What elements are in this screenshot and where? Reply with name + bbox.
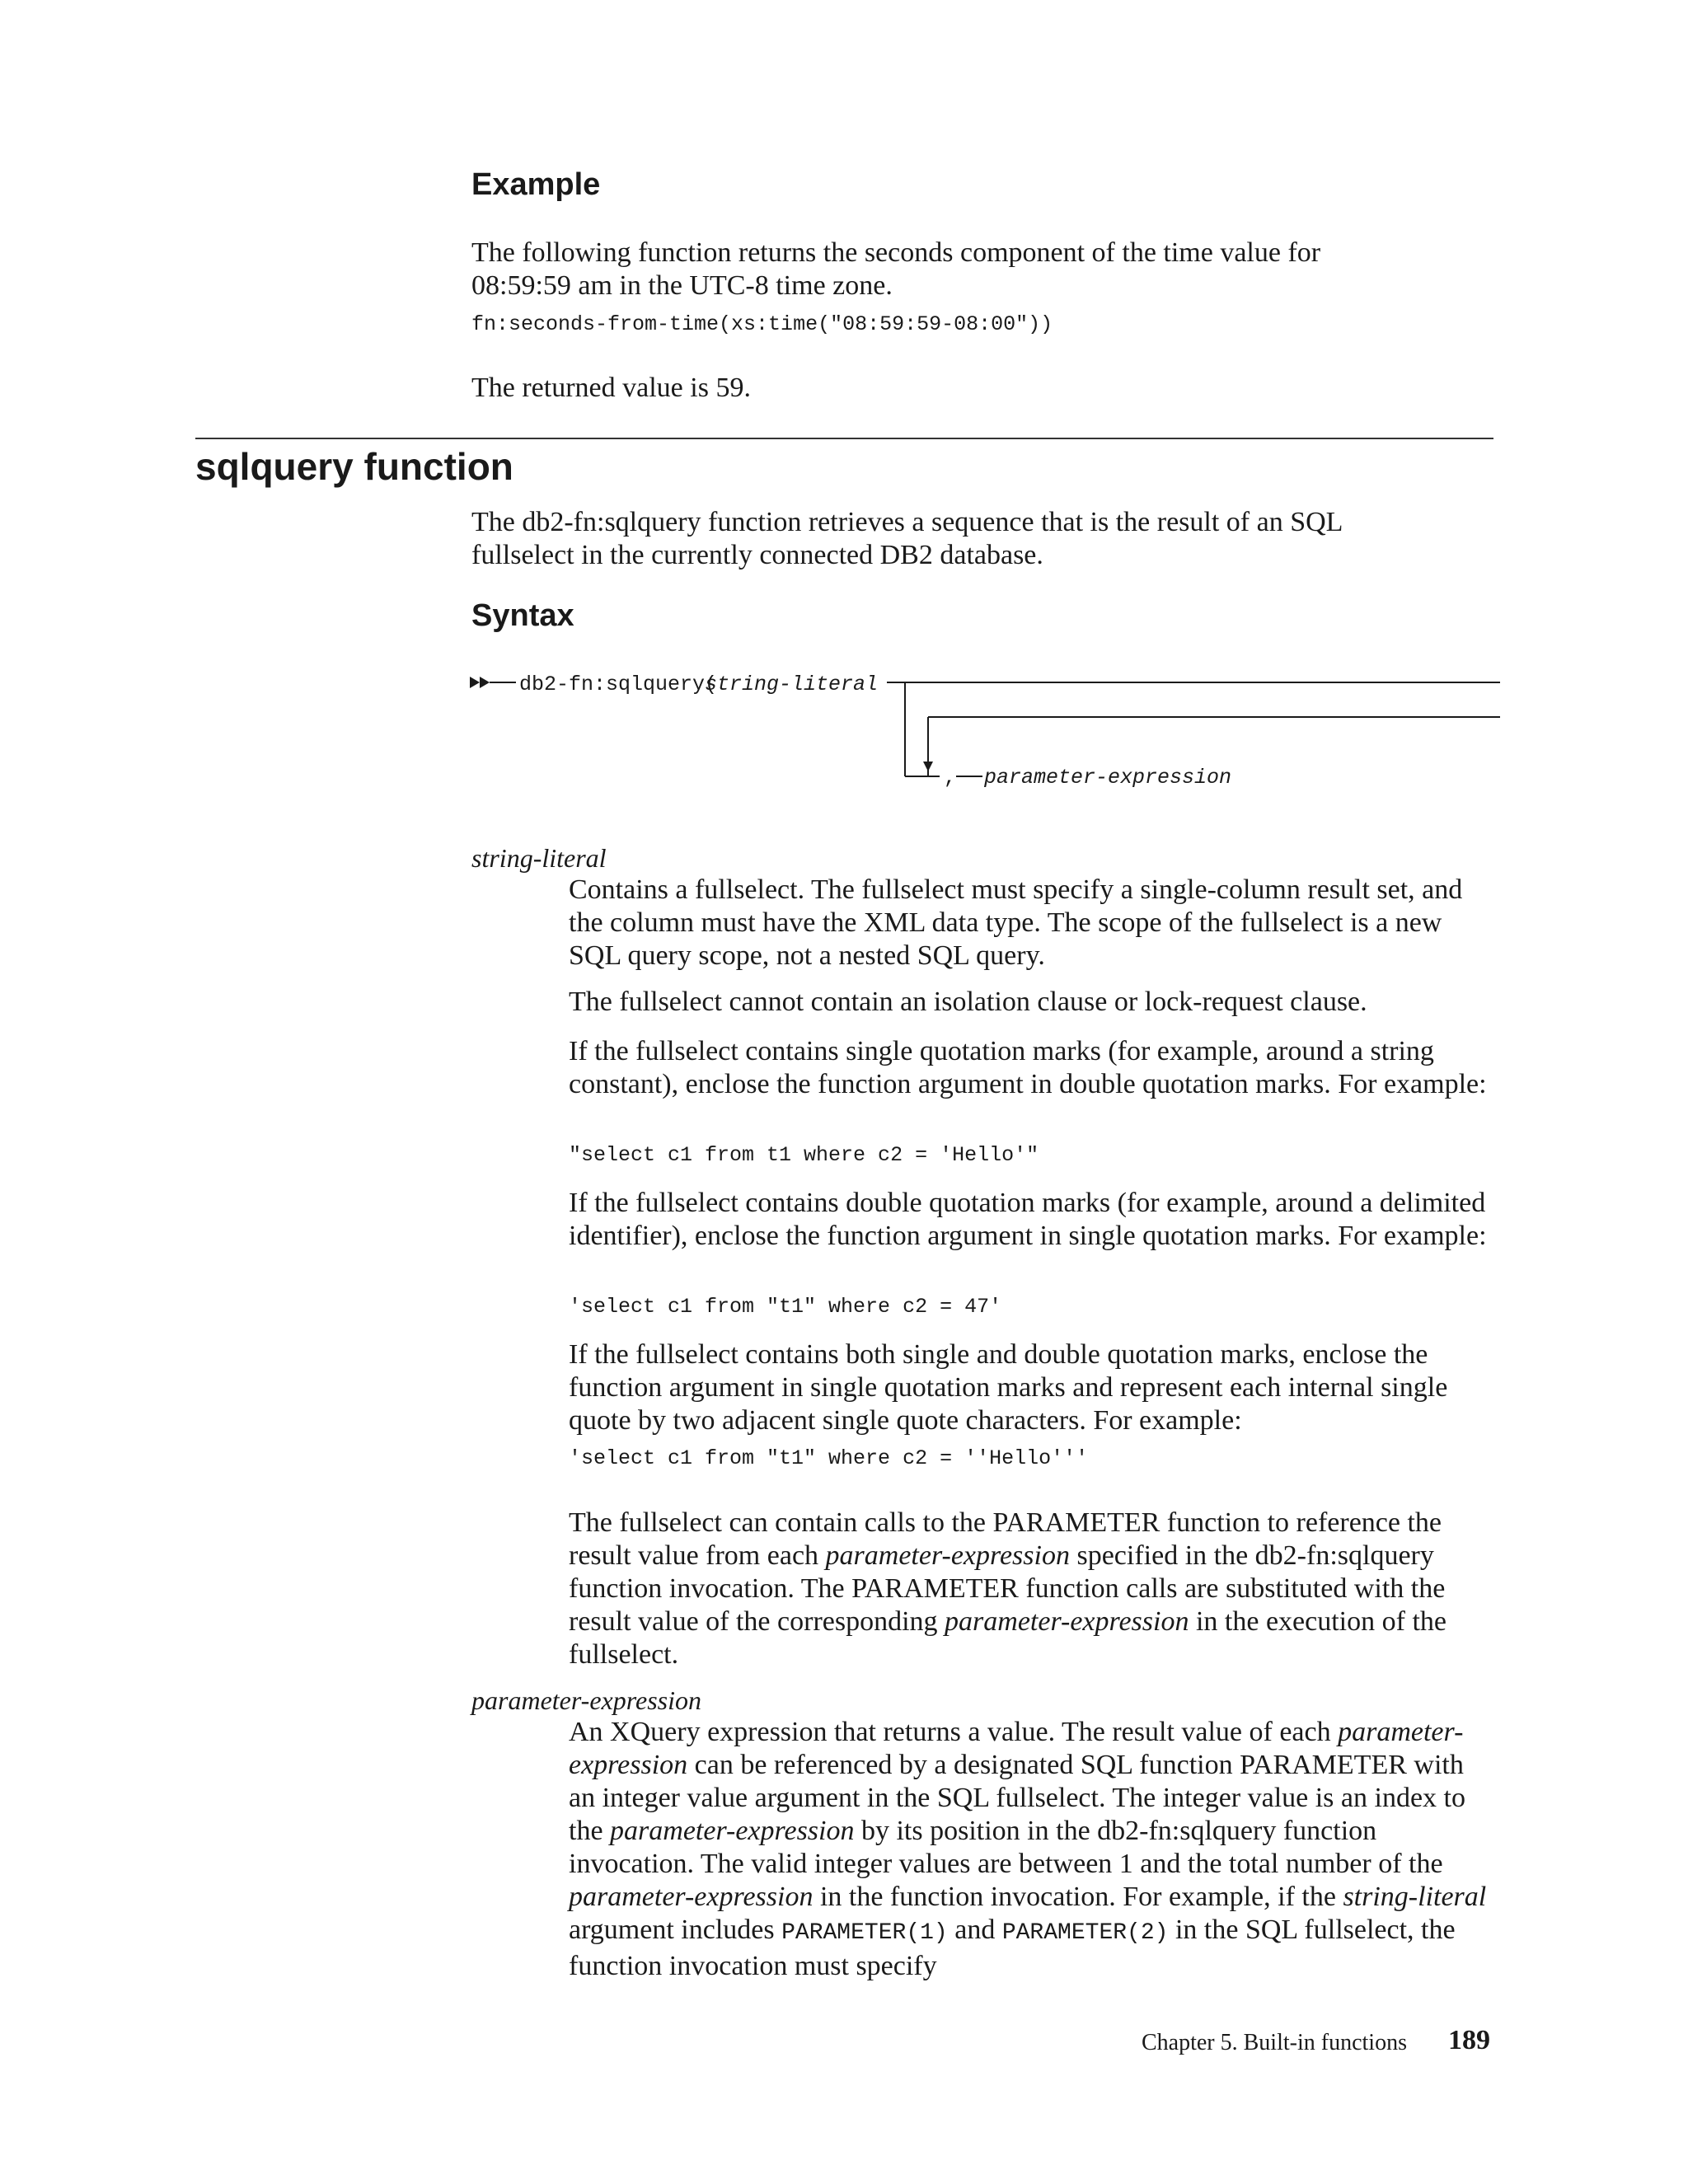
page-number: 189 xyxy=(1448,2025,1490,2055)
diagram-start-arrow xyxy=(470,677,480,688)
example-result: The returned value is 59. xyxy=(471,373,751,403)
string-literal-code3: 'select c1 from "t1" where c2 = ''Hello''' xyxy=(569,1446,1089,1470)
term-string-literal: string-literal xyxy=(471,843,607,873)
inline-term: parameter-expression xyxy=(945,1606,1189,1637)
syntax-heading: Syntax xyxy=(471,598,574,633)
footer-chapter: Chapter 5. Built-in functions xyxy=(1142,2030,1407,2055)
diagram-loop-arrow xyxy=(923,762,933,771)
diagram-comma: , xyxy=(944,766,957,790)
diagram-arg1: string-literal xyxy=(705,673,879,696)
syntax-diagram xyxy=(462,659,1500,799)
example-code: fn:seconds-from-time(xs:time("08:59:59-08:00")) xyxy=(471,312,1053,336)
string-literal-code1: "select c1 from t1 where c2 = 'Hello'" xyxy=(569,1143,1039,1167)
section-divider xyxy=(195,438,1493,439)
string-literal-p2: The fullselect cannot contain an isolation clause or lock-request clause. xyxy=(569,987,1367,1017)
string-literal-p3: If the fullselect contains single quotation marks (for example, around a string constant), enclose the function argument in double quotation marks. For example: xyxy=(569,1036,1487,1099)
example-intro: The following function returns the seconds component of the time value for 08:59:59 am in the UTC-8 time zone. xyxy=(471,237,1321,301)
section-title: sqlquery function xyxy=(195,445,513,488)
diagram-func: db2-fn:sqlquery( xyxy=(519,673,718,696)
parameter-expression-body: An XQuery expression that returns a value. The result value of each parameter-expression can be referenced by a designated SQL function PARAMETER with an integer value argument in the SQL fullselect. The integer value is an index to the parameter-expression by its position in the db2-fn:sqlquery function invocation. The valid integer values are between 1 and the total number of the parameter-expression in the function invocation. For example, if the string-literal argument includes PARAMETER(1) and PARAMETER(2) in the SQL fullselect, the function invocation must specify xyxy=(569,1717,1487,1981)
string-literal-code2: 'select c1 from "t1" where c2 = 47' xyxy=(569,1295,1002,1319)
string-literal-p5: If the fullselect contains both single and double quotation marks, enclose the function argument in single quotation marks and represent each internal single quote by two adjacent single quote characters. For example: xyxy=(569,1339,1448,1436)
term-parameter-expression: parameter-expression xyxy=(471,1685,701,1715)
inline-term: parameter-expression xyxy=(825,1540,1070,1571)
section-intro: The db2-fn:sqlquery function retrieves a sequence that is the result of an SQL fullselect in the currently connected DB2 database. xyxy=(471,507,1343,570)
string-literal-p1: Contains a fullselect. The fullselect must specify a single-column result set, and the column must have the XML data type. The scope of the fullselect is a new SQL query scope, not a nested SQL query. xyxy=(569,874,1463,971)
diagram-arg2: parameter-expression xyxy=(984,766,1232,790)
string-literal-p4: If the fullselect contains double quotation marks (for example, around a delimited identifier), enclose the function argument in single quotation marks. For example: xyxy=(569,1188,1487,1251)
string-literal-p6: The fullselect can contain calls to the PARAMETER function to reference the result value from each parameter-expression specified in the db2-fn:sqlquery function invocation. The PARAMETER function calls are substituted with the result value of the corresponding parameter-expression in the execution of the fullselect. xyxy=(569,1507,1447,1670)
example-heading: Example xyxy=(471,167,601,202)
